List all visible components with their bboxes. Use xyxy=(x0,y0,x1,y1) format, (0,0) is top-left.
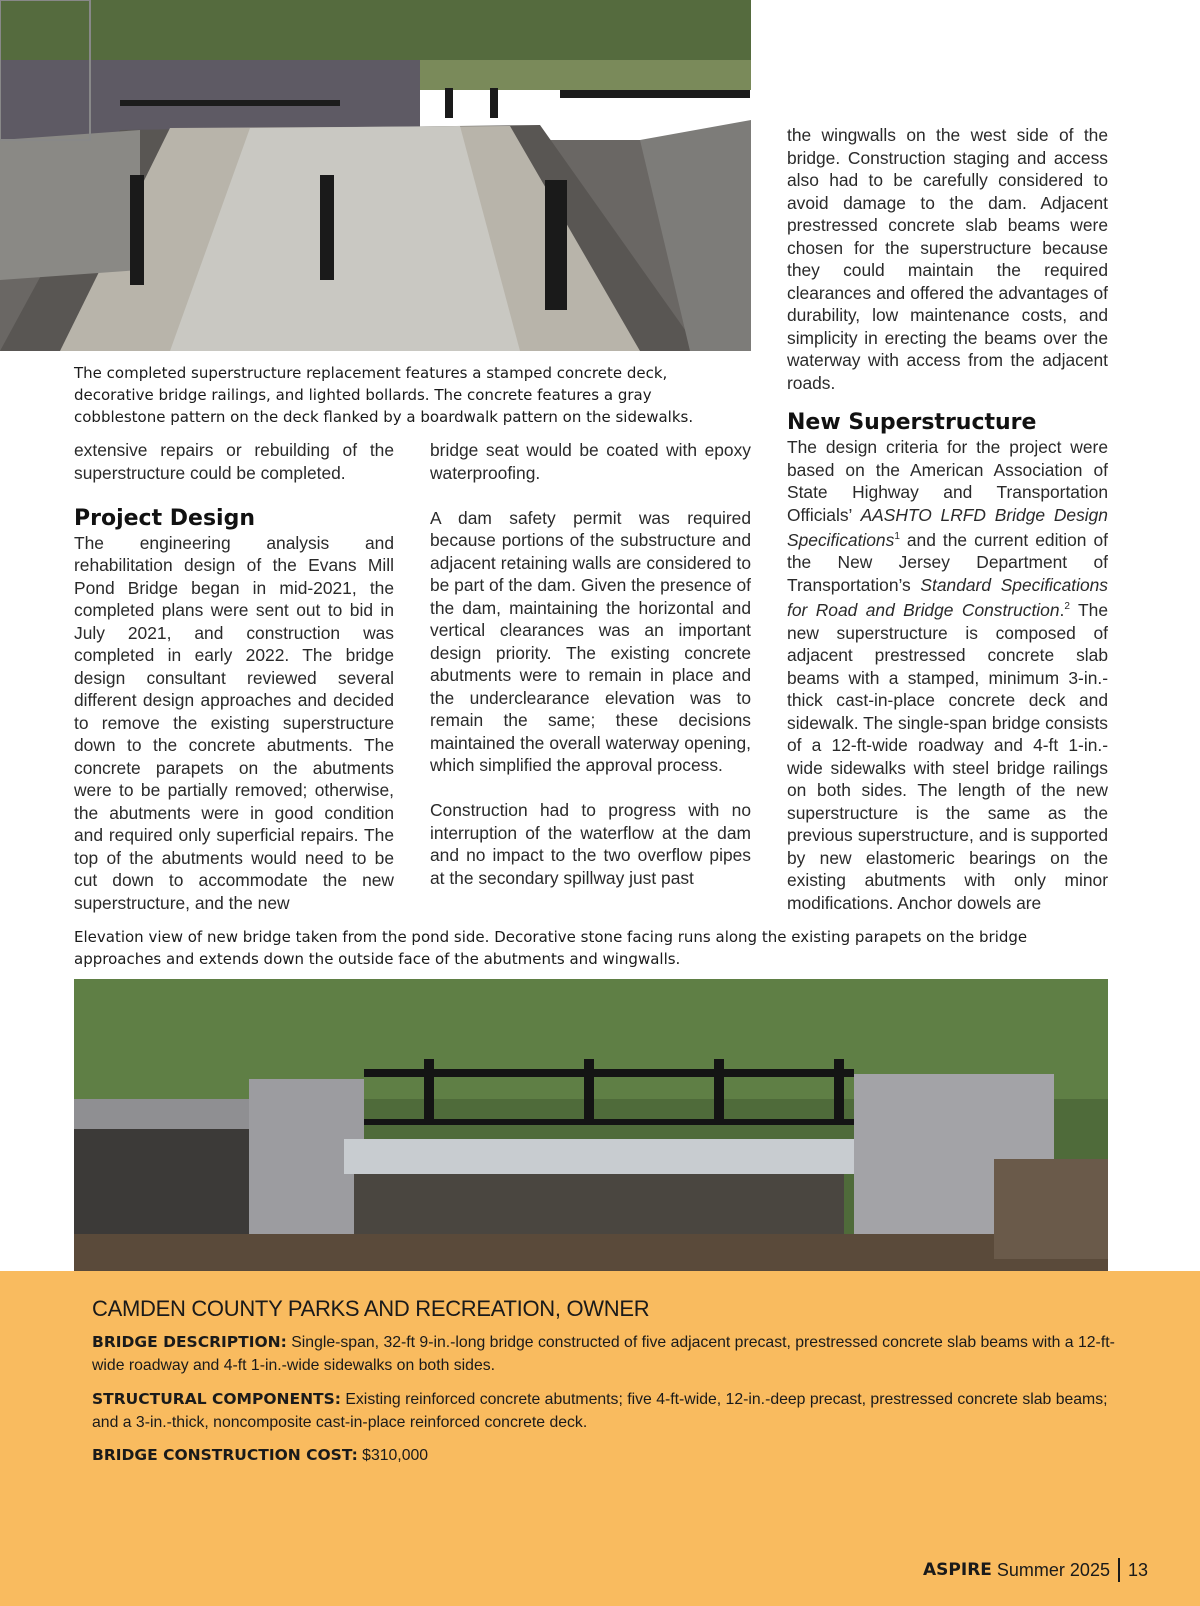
col3-paragraph-2: The design criteria for the project were based on the American Association of State Highway and Transportation Officials’ AASHTO LRFD Bridge Design Specifications$^1$ and the current edition of the New Jersey Department of Transportation’s Standard Specifications for Road and Bridge Construction.$^2$ The new superstructure is composed of adjacent prestressed concrete slab beams with a stamped, minimum 3-in.-thick cast-in-place concrete deck and sidewalk. The single-span bridge consists of a 12-ft-wide roadway and 4-ft 1-in.-wide sidewalks with steel bridge railings on both sides. The length of the new superstructure is the same as the previous superstructure, and is supported by new elastomeric bearings on the existing abutments with only minor modifications. Anchor dowels are xyxy=(787,437,1109,913)
bridge-construction-cost: BRIDGE CONSTRUCTION COST: $310,000 xyxy=(92,1446,429,1464)
column-2 xyxy=(430,439,751,889)
magazine-brand: ASPIRE xyxy=(923,1560,992,1580)
new-superstructure-heading: New Superstructure xyxy=(787,410,1037,435)
page-number: 13 xyxy=(1127,1559,1148,1580)
issue-label: Summer 2025 xyxy=(991,1559,1110,1580)
col1-paragraph-1: extensive repairs or rebuilding of the superstructure could be completed. xyxy=(74,440,394,483)
column-1 xyxy=(74,439,394,914)
footer-divider xyxy=(1118,1558,1120,1582)
top-photo-caption: The completed superstructure replacement features a stamped concrete deck, decorative bridge railings, and lighted bollards. The concrete features a gray cobblestone pattern on the deck flanked by a boardwalk pattern on the sidewalks. xyxy=(74,364,694,426)
col1-paragraph-2: The engineering analysis and rehabilitation design of the Evans Mill Pond Bridge began in mid-2021, the completed plans were sent out to bid in July 2021, and construction was completed in early 2022. The bridge design consultant reviewed several different design approaches and decided to remove the existing superstructure down to the concrete abutments. The concrete parapets on the abutments were to be partially removed; otherwise, the abutments were in good condition and required only superficial repairs. The top of the abutments would need to be cut down to accommodate the new superstructure, and the new xyxy=(74,532,394,913)
bridge-description: BRIDGE DESCRIPTION: Single-span, 32-ft 9-in.-long bridge constructed of five adjacent precast, prestressed concrete slab beams with a 12-ft-wide roadway and 4-ft 1-in.-wide sidewalks on both sides. xyxy=(92,1333,1115,1374)
njdot-spec-title: Standard Specifications for Road and Bridge Construction xyxy=(787,574,1108,621)
bottom-photo-caption: Elevation view of new bridge taken from the pond side. Decorative stone facing runs along the existing parapets on the bridge approaches and extends down the outside face of the abutments and wingwalls. xyxy=(74,928,1028,968)
col2-paragraph-1: bridge seat would be coated with epoxy waterproofing. xyxy=(430,440,751,483)
page-footer xyxy=(923,1558,1148,1582)
project-design-heading: Project Design xyxy=(74,505,255,531)
project-owner: CAMDEN COUNTY PARKS AND RECREATION, OWNER xyxy=(92,1296,650,1321)
top-photo xyxy=(0,0,751,351)
aashto-spec-title: AASHTO LRFD Bridge Design Specifications xyxy=(787,504,1108,550)
structural-components: STRUCTURAL COMPONENTS: Existing reinforced concrete abutments; five 4-ft-wide, 12-in.-deep precast, prestressed concrete slab beams; and a 3-in.-thick, noncomposite cast-in-place reinforced concrete deck. xyxy=(92,1390,1108,1431)
col3-paragraph-1: the wingwalls on the west side of the bridge. Construction staging and access also had to be carefully considered to avoid damage to the dam. Adjacent prestressed concrete slab beams were chosen for the superstructure because they could maintain the required clearances and offered the advantages of durability, low maintenance costs, and simplicity in erecting the beams over the waterway with access from the adjacent roads. xyxy=(787,125,1108,393)
col2-paragraph-3: Construction had to progress with no interruption of the waterflow at the dam and no impact to the two overflow pipes at the secondary spillway just past xyxy=(430,800,751,888)
col2-paragraph-2: A dam safety permit was required because portions of the substructure and adjacent retaining walls are considered to be part of the dam. Given the presence of the dam, maintaining the horizontal and vertical clearances was an important design priority. The existing concrete abutments were to remain in place and the underclearance elevation was to remain the same; these decisions maintained the overall waterway opening, which simplified the approval process. xyxy=(430,507,751,775)
column-3 xyxy=(787,124,1108,914)
bridge-elevation-photo xyxy=(74,979,1108,1271)
